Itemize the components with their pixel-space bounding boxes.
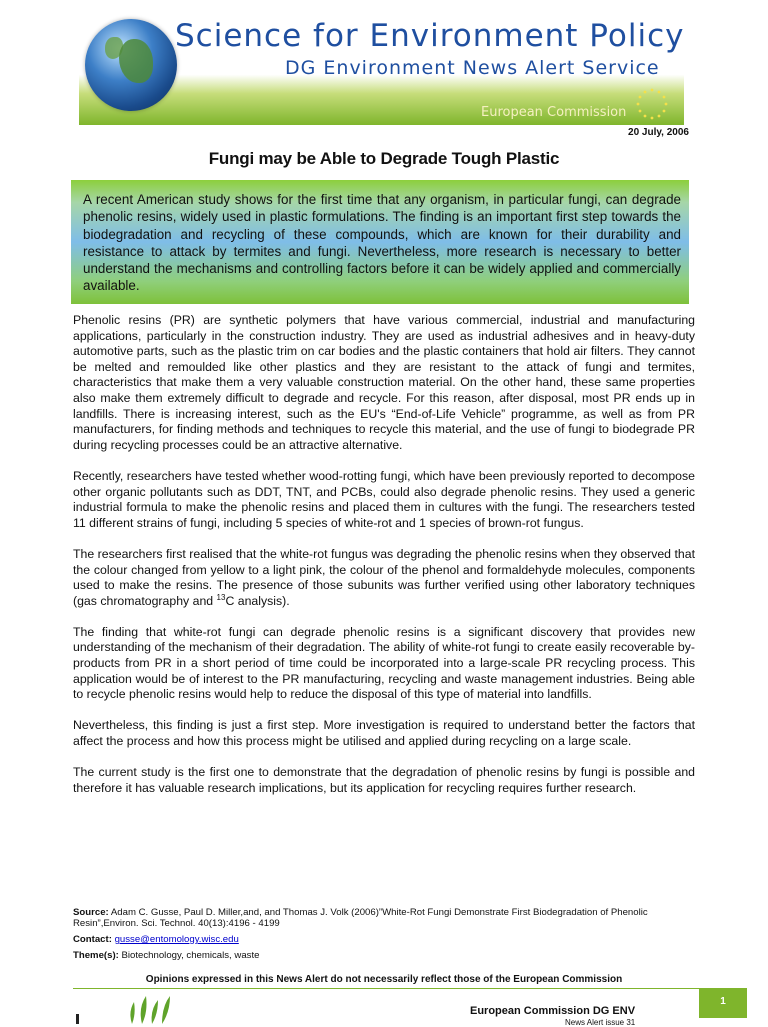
article-headline: Fungi may be Able to Degrade Tough Plastic bbox=[208, 149, 560, 168]
footer-divider bbox=[73, 988, 699, 989]
themes-line bbox=[73, 950, 695, 961]
paragraph-3-text: The researchers first realised that the white-rot fungus was degrading the phenolic resins when they observed that the colour changed from yellow to a light pink, the colour of the phenol and formaldehyde molecules, components used to make the resins. The presence of those subunits was further verified using other laboratory techniques (gas chromatography and bbox=[73, 546, 695, 608]
paragraph-2: Recently, researchers have tested whether wood-rotting fungi, which have been previously reported to decompose other organic pollutants such as DDT, TNT, and PCBs, could also degrade phenolic resins. They used a generic industrial formula to make the phenolic resins and placed them in cultures with the fungi. The researchers tested 11 different strains of fungi, including 5 species of white-rot and 1 species of brown-rot fungus. bbox=[73, 468, 695, 530]
isotope-superscript: 13 bbox=[216, 592, 226, 602]
paragraph-5: Nevertheless, this finding is just a first step. More investigation is required to understand better the factors that affect the process and how this process might be utilised and applied during recycling on a large scale. bbox=[73, 718, 695, 749]
eu-stars-icon bbox=[635, 87, 669, 121]
footer-issue: News Alert issue 31 bbox=[565, 1018, 636, 1027]
abstract-text: A recent American study shows for the first time that any organism, in particular fungi, can degrade phenolic resins, widely used in plastic formulations. The finding is an important first step towards the biodegradation and recycling of these compounds, which are known for their durability and resistance to attack by termites and fungi. Nevertheless, more research is necessary to better understand the mechanisms and controlling factors before it can be widely applied and commercially available. bbox=[83, 192, 681, 294]
footer-publisher: European Commission DG ENV bbox=[470, 1005, 636, 1017]
abstract-box bbox=[71, 180, 689, 304]
article-body bbox=[73, 313, 695, 812]
contact-email-link[interactable]: gusse@entomology.wisc.edu bbox=[114, 934, 239, 945]
page-number: 1 bbox=[699, 988, 747, 1018]
article-meta bbox=[73, 907, 695, 966]
disclaimer: Opinions expressed in this News Alert do not necessarily reflect those of the European Commission bbox=[145, 974, 623, 985]
banner-title: Science for Environment Policy bbox=[175, 18, 684, 54]
paragraph-4: The finding that white-rot fungi can degrade phenolic resins is a significant discovery that provides new understanding of the mechanism of their degradation. The ability of white-rot fungi to create easily recoverable by-products from PR in a short period of time could be incorporated into a large-scale PR recycling process. This application would be of interest to the PR manufacturing, recycling and waste management industries. Being able to recycle phenolic resins would help to reduce the disposal of this type of material into landfills. bbox=[73, 624, 695, 702]
globe-icon bbox=[85, 19, 177, 111]
contact-label: Contact: bbox=[73, 934, 112, 945]
source-text: Adam C. Gusse, Paul D. Miller,and, and Thomas J. Volk (2006)”White-Rot Fungi Demonstrate First Biodegradation of Phenolic Resin”,Environ. Sci. Technol. 40(13):4196 - 4199 bbox=[73, 907, 648, 929]
source-label: Source: bbox=[73, 907, 109, 918]
publication-date: 20 July, 2006 bbox=[628, 127, 689, 138]
leaf-logo-icon bbox=[72, 992, 172, 1024]
themes-label: Theme(s): bbox=[73, 950, 119, 961]
contact-line bbox=[73, 934, 695, 945]
header-banner bbox=[79, 13, 684, 125]
banner-subtitle: DG Environment News Alert Service bbox=[285, 57, 660, 79]
paragraph-6: The current study is the first one to demonstrate that the degradation of phenolic resins by fungi is possible and therefore it has valuable research implications, but its application for recycling requires further research. bbox=[73, 765, 695, 795]
paragraph-3 bbox=[73, 547, 695, 609]
paragraph-1: Phenolic resins (PR) are synthetic polymers that have various commercial, industrial and manufacturing applications, particularly in the construction industry. They are used as industrial adhesives and in heavy-duty automotive parts, such as the plastic trim on car bodies and the plastic containers that hold air filters. They cannot be melted and remoulded like other plastics and they are resistant to the attack of fungi and termites, characteristics that make them a very valuable construction material. On the other hand, these same properties also make them extremely difficult to degrade and recycle. For this reason, after disposal, most PR ends up in landfills. There is increasing interest, such as the EU's “End-of-Life Vehicle” programme, as well as from PR manufacturers, for finding methods and techniques to recycle this material, and the use of fungi to biodegrade PR during recycling processes could be an attractive alternative. bbox=[73, 313, 695, 452]
european-commission-label: European Commission bbox=[481, 105, 627, 120]
source-line bbox=[73, 907, 695, 929]
paragraph-3-tail: C analysis). bbox=[225, 593, 290, 608]
themes-text: Biotechnology, chemicals, waste bbox=[121, 950, 260, 961]
